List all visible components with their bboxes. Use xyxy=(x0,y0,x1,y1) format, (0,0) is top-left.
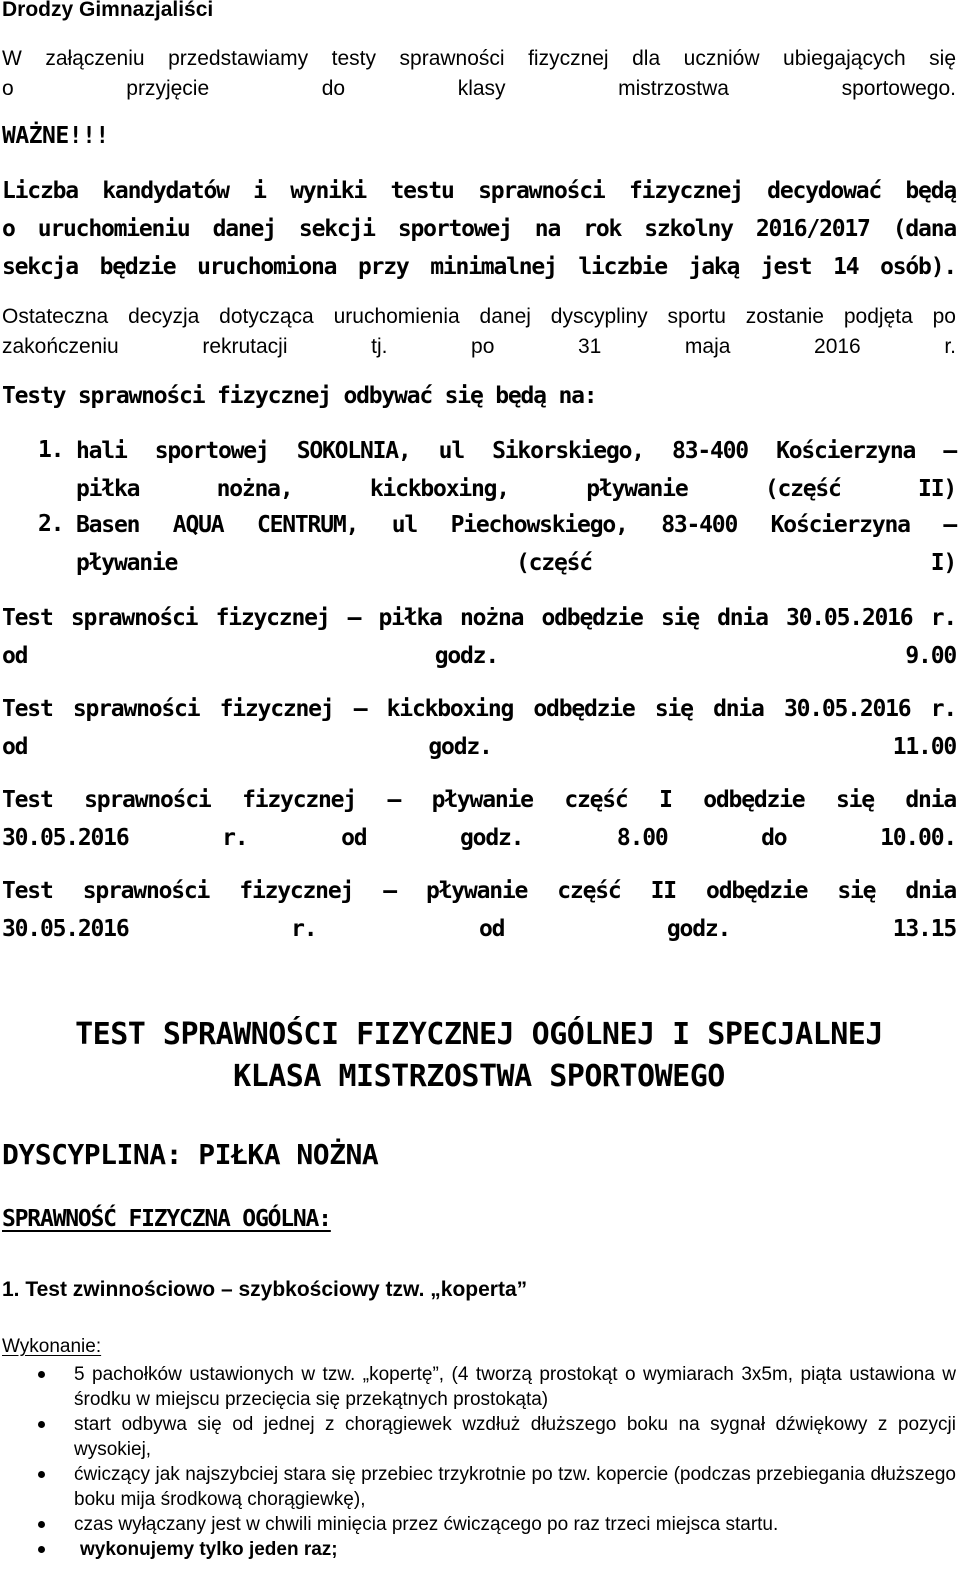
bullet-dot-icon xyxy=(38,1546,45,1553)
list-item xyxy=(0,1537,956,1562)
list-item-text: 5 pachołków ustawionych w tzw. „kopertę”, (4 tworzą prostokąt o wymiarach 3x5m, piąta ustawiona w środku w miejscu przecięcia się przekątnych prostokąta) xyxy=(74,1364,956,1410)
list-item xyxy=(0,1412,956,1462)
discipline-heading: DYSCYPLINA: PIŁKA NOŻNA xyxy=(2,1138,379,1171)
bullet-dot-icon xyxy=(38,1421,45,1428)
list-item xyxy=(0,1512,956,1537)
greeting-heading: Drodzy Gimnazjaliści xyxy=(2,0,214,21)
schedule-3-line-2: 30.05.2016 r. od godz. 8.00 do 10.00. xyxy=(2,825,956,851)
schedule-4-line-2: 30.05.2016 r. od godz. 13.15 xyxy=(2,916,956,942)
venue-2-text xyxy=(76,506,956,582)
warning-line-3: sekcja będzie uruchomiona przy minimalnej liczbie jaką jest 14 osób). xyxy=(2,254,956,280)
schedule-3-line-1: Test sprawności fizycznej – pływanie część I odbędzie się dnia xyxy=(2,787,956,813)
test-main-title xyxy=(2,1014,956,1098)
important-notice: WAŻNE!!! xyxy=(2,123,109,149)
bullet-dot-icon xyxy=(38,1521,45,1528)
execution-label: Wykonanie: xyxy=(2,1336,102,1357)
list-item-text: czas wyłączany jest w chwili minięcia przez ćwiczącego po raz trzeci miejsca startu. xyxy=(74,1514,779,1535)
schedule-football xyxy=(2,599,956,675)
venue-1-line-2: piłka nożna, kickboxing, pływanie (część II) xyxy=(76,476,956,502)
schedule-2-line-1: Test sprawności fizycznej – kickboxing odbędzie się dnia 30.05.2016 r. xyxy=(2,696,956,722)
venue-2-line-1: Basen AQUA CENTRUM, ul Piechowskiego, 83-400 Kościerzyna – xyxy=(76,512,956,538)
list-item-text: ćwiczący jak najszybciej stara się przebiec trzykrotnie po tzw. kopercie (podczas przebiegania dłuższego boku mija środkową chorągiewkę), xyxy=(74,1464,956,1510)
list-item xyxy=(0,1362,956,1412)
warning-paragraph xyxy=(2,172,956,286)
schedule-kickboxing xyxy=(2,690,956,766)
venue-2-number: 2. xyxy=(38,511,64,537)
decision-paragraph xyxy=(2,302,956,362)
schedule-4-line-1: Test sprawności fizycznej – pływanie część II odbędzie się dnia xyxy=(2,878,956,904)
venue-2-line-2: pływanie (część I) xyxy=(76,550,956,576)
test-1-title: 1. Test zwinnościowo – szybkościowy tzw. „koperta” xyxy=(2,1278,528,1301)
test-main-title-line-2: KLASA MISTRZOSTWA SPORTOWEGO xyxy=(233,1059,725,1094)
schedule-swimming-part-1 xyxy=(2,781,956,857)
intro-line-1: W załączeniu przedstawiamy testy sprawności fizycznej dla uczniów ubiegających się xyxy=(2,47,956,70)
intro-line-2: o przyjęcie do klasy mistrzostwa sportowego. xyxy=(2,77,956,100)
schedule-1-line-1: Test sprawności fizycznej – piłka nożna odbędzie się dnia 30.05.2016 r. xyxy=(2,605,956,631)
general-fitness-heading: SPRAWNOŚĆ FIZYCZNA OGÓLNA: xyxy=(2,1206,331,1232)
decision-line-2: zakończeniu rekrutacji tj. po 31 maja 2016 r. xyxy=(2,335,956,358)
warning-line-2: o uruchomieniu danej sekcji sportowej na rok szkolny 2016/2017 (dana xyxy=(2,216,956,242)
venues-intro: Testy sprawności fizycznej odbywać się będą na: xyxy=(2,383,597,409)
venue-1-text xyxy=(76,432,956,508)
list-item-text: wykonujemy tylko jeden raz; xyxy=(80,1539,338,1560)
schedule-2-line-2: od godz. 11.00 xyxy=(2,734,956,760)
list-item-text: start odbywa się od jednej z chorągiewek wzdłuż dłuższego boku na sygnał dźwiękowy z pozycji wysokiej, xyxy=(74,1414,956,1460)
schedule-swimming-part-2 xyxy=(2,872,956,948)
decision-line-1: Ostateczna decyzja dotycząca uruchomienia danej dyscypliny sportu zostanie podjęta po xyxy=(2,305,956,328)
intro-paragraph xyxy=(2,44,956,104)
execution-bullet-list xyxy=(0,1362,956,1562)
venue-1-line-1: hali sportowej SOKOLNIA, ul Sikorskiego, 83-400 Kościerzyna – xyxy=(76,438,956,464)
bullet-dot-icon xyxy=(38,1471,45,1478)
venue-1-number: 1. xyxy=(38,437,64,463)
list-item xyxy=(0,1462,956,1512)
schedule-1-line-2: od godz. 9.00 xyxy=(2,643,956,669)
bullet-dot-icon xyxy=(38,1371,45,1378)
warning-line-1: Liczba kandydatów i wyniki testu sprawności fizycznej decydować będą xyxy=(2,178,956,204)
test-main-title-line-1: TEST SPRAWNOŚCI FIZYCZNEJ OGÓLNEJ I SPECJALNEJ xyxy=(75,1017,883,1052)
